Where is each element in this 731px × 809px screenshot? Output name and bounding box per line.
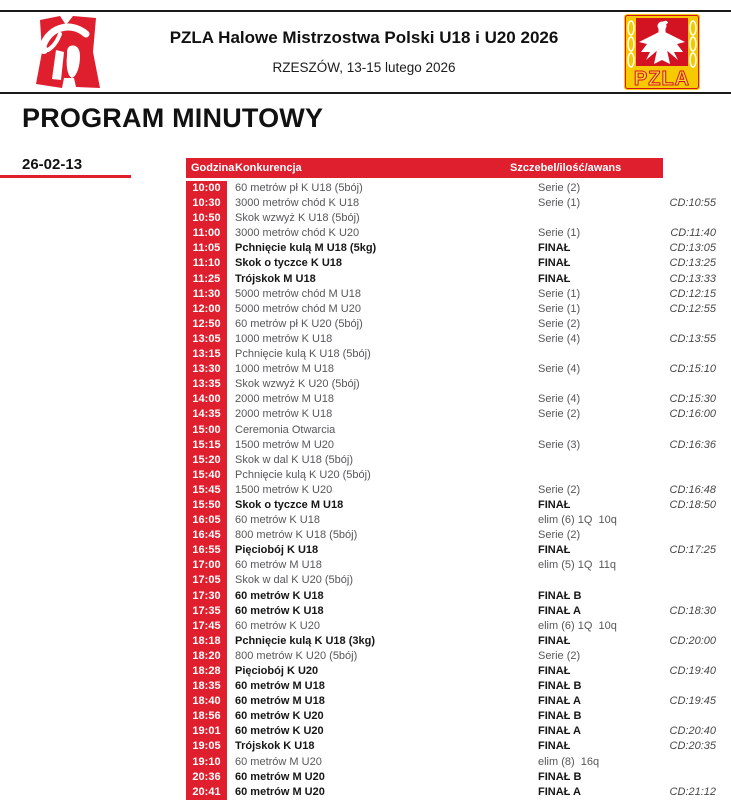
event-cell: 60 metrów K U20 — [235, 710, 324, 723]
table-row — [186, 483, 716, 498]
event-cell: Skok o tyczce M U18 — [235, 498, 344, 511]
table-row — [186, 211, 716, 226]
time-cell: 16:55 — [186, 543, 227, 558]
header-top-rule — [0, 10, 731, 12]
event-cell: Trójskok M U18 — [235, 272, 316, 285]
time-cell: 18:35 — [186, 679, 227, 694]
stage-cell: elim (5) 1Q 11q — [538, 559, 617, 572]
table-row — [186, 453, 716, 468]
table-row — [186, 709, 716, 724]
table-row — [186, 377, 716, 392]
event-cell: 800 metrów K U20 (5bój) — [235, 649, 358, 662]
time-cell: 19:01 — [186, 724, 227, 739]
stage-cell: FINAŁ A — [538, 695, 581, 708]
stage-cell: Serie (2) — [538, 408, 581, 421]
time-cell: 18:18 — [186, 634, 227, 649]
table-row — [186, 468, 716, 483]
stage-cell: FINAŁ — [538, 544, 571, 557]
time-cell: 14:35 — [186, 407, 227, 422]
table-row — [186, 649, 716, 664]
event-cell: 60 metrów K U18 — [235, 604, 324, 617]
stage-cell: FINAŁ — [538, 665, 571, 677]
time-cell: 17:30 — [186, 589, 227, 604]
countdown-cell: CD:13:25 — [669, 257, 716, 270]
time-cell: 10:50 — [186, 211, 227, 226]
countdown-cell: CD:18:30 — [669, 604, 716, 617]
time-cell: 18:28 — [186, 664, 227, 679]
event-cell: 1500 metrów K U20 — [235, 483, 333, 496]
table-row — [186, 558, 716, 573]
table-row — [186, 679, 716, 694]
stage-cell: FINAŁ A — [538, 604, 581, 617]
event-cell: 60 metrów M U20 — [235, 755, 322, 768]
time-cell: 18:40 — [186, 694, 227, 709]
table-row — [186, 241, 716, 256]
event-cell: 60 metrów M U18 — [235, 695, 325, 708]
countdown-cell: CD:13:33 — [669, 272, 716, 285]
time-cell: 11:30 — [186, 287, 227, 302]
stage-cell: Serie (4) — [538, 332, 581, 345]
stage-cell: FINAŁ — [538, 272, 571, 285]
time-cell: 11:05 — [186, 241, 227, 256]
countdown-cell: CD:16:00 — [669, 408, 716, 421]
stage-cell: FINAŁ — [538, 242, 571, 255]
pzla-logo-text: PZLA — [633, 68, 691, 90]
countdown-cell: CD:12:15 — [669, 287, 716, 300]
event-cell: 1500 metrów M U20 — [235, 438, 335, 451]
table-row — [186, 272, 716, 287]
stage-cell: FINAŁ B — [538, 680, 582, 693]
countdown-cell: CD:18:50 — [669, 498, 716, 511]
time-cell: 16:05 — [186, 513, 227, 528]
time-cell: 11:25 — [186, 272, 227, 287]
column-header-godzina: Godzina — [191, 162, 235, 174]
time-cell: 13:05 — [186, 332, 227, 347]
countdown-cell: CD:15:30 — [669, 393, 716, 406]
event-cell: 60 metrów K U20 — [235, 725, 324, 738]
event-cell: 2000 metrów K U18 — [235, 408, 333, 421]
stage-cell: FINAŁ — [538, 498, 571, 511]
time-cell: 15:20 — [186, 453, 227, 468]
event-cell: 60 metrów K U20 — [235, 619, 320, 632]
countdown-cell: CD:13:55 — [669, 332, 716, 345]
header-bottom-rule — [0, 92, 731, 94]
event-cell: 3000 metrów chód K U18 — [235, 197, 360, 210]
event-cell: Skok wzwyż K U20 (5bój) — [235, 378, 360, 391]
event-cell: 60 metrów M U20 — [235, 785, 325, 798]
time-cell: 13:15 — [186, 347, 227, 362]
competition-location-date: RZESZÓW, 13-15 lutego 2026 — [272, 60, 456, 75]
event-cell: 60 metrów pł K U18 (5bój) — [235, 182, 363, 194]
time-cell: 17:00 — [186, 558, 227, 573]
event-cell: 60 metrów M U18 — [235, 559, 322, 572]
countdown-cell: CD:20:00 — [669, 634, 716, 647]
time-cell: 16:45 — [186, 528, 227, 543]
stage-cell: Serie (2) — [538, 317, 581, 330]
stage-cell: FINAŁ A — [538, 725, 581, 738]
table-row — [186, 589, 716, 604]
schedule-table-header — [186, 158, 663, 178]
column-header-konkurencja: Konkurencja — [235, 162, 302, 174]
table-row — [186, 438, 716, 453]
table-row — [186, 256, 716, 271]
table-row — [186, 196, 716, 211]
time-cell: 19:05 — [186, 739, 227, 754]
column-header-szczebel: Szczebel/ilość/awans — [510, 162, 622, 174]
time-cell: 20:41 — [186, 785, 227, 800]
stage-cell: Serie (2) — [538, 649, 581, 662]
table-row — [186, 423, 716, 438]
stage-cell: elim (6) 1Q 10q — [538, 514, 617, 527]
countdown-cell: CD:21:12 — [669, 785, 716, 798]
table-row — [186, 619, 716, 634]
event-cell: 1000 metrów M U18 — [235, 363, 335, 376]
table-row — [186, 332, 716, 347]
table-row — [186, 362, 716, 377]
event-cell: 5000 metrów chód M U18 — [235, 287, 361, 300]
time-cell: 19:10 — [186, 755, 227, 770]
stage-cell: elim (8) 16q — [538, 755, 600, 768]
time-cell: 18:20 — [186, 649, 227, 664]
countdown-cell: CD:16:36 — [669, 438, 716, 451]
time-cell: 14:00 — [186, 392, 227, 407]
schedule-rows — [186, 181, 716, 800]
time-cell: 17:35 — [186, 604, 227, 619]
event-cell: Skok wzwyż K U18 (5bój) — [235, 212, 360, 225]
table-row — [186, 226, 716, 241]
stage-cell: Serie (4) — [538, 363, 581, 376]
countdown-cell: CD:16:48 — [669, 483, 716, 496]
time-cell: 15:15 — [186, 438, 227, 453]
stage-cell: Serie (1) — [538, 197, 581, 210]
table-row — [186, 664, 716, 679]
time-cell: 17:45 — [186, 619, 227, 634]
time-cell: 11:00 — [186, 226, 227, 241]
event-cell: 60 metrów K U18 — [235, 514, 320, 527]
countdown-cell: CD:13:05 — [669, 242, 716, 255]
time-cell: 15:40 — [186, 468, 227, 483]
table-row — [186, 634, 716, 649]
stage-cell: FINAŁ B — [538, 710, 582, 723]
event-cell: Skok w dal K U18 (5bój) — [235, 453, 353, 466]
time-cell: 18:56 — [186, 709, 227, 724]
table-row — [186, 724, 716, 739]
time-cell: 15:00 — [186, 423, 227, 438]
event-cell: Trójskok K U18 — [235, 740, 315, 753]
stage-cell: FINAŁ B — [538, 589, 582, 602]
stage-cell: FINAŁ A — [538, 785, 581, 798]
stage-cell: Serie (1) — [538, 227, 581, 240]
time-cell: 12:50 — [186, 317, 227, 332]
pzla-eagle-logo-icon — [624, 14, 700, 90]
event-cell: Pięciobój K U18 — [235, 544, 319, 557]
countdown-cell: CD:11:40 — [670, 227, 716, 240]
time-cell: 15:50 — [186, 498, 227, 513]
stage-cell: FINAŁ — [538, 634, 571, 647]
stage-cell: FINAŁ — [538, 740, 571, 753]
table-row — [186, 573, 716, 588]
table-row — [186, 543, 716, 558]
time-cell: 15:45 — [186, 483, 227, 498]
time-cell: 20:36 — [186, 770, 227, 785]
event-cell: Pięciobój K U20 — [235, 665, 319, 677]
table-row — [186, 770, 716, 785]
table-row — [186, 317, 716, 332]
event-cell: 60 metrów K U18 — [235, 589, 324, 602]
table-row — [186, 347, 716, 362]
table-row — [186, 513, 716, 528]
event-cell: 3000 metrów chód K U20 — [235, 227, 360, 240]
table-row — [186, 498, 716, 513]
stage-cell: Serie (2) — [538, 182, 581, 194]
table-row — [186, 392, 716, 407]
event-cell: 5000 metrów chód M U20 — [235, 302, 361, 315]
event-cell: Pchnięcie kulą M U18 (5kg) — [235, 242, 377, 255]
day-date-label: 26-02-13 — [22, 156, 83, 173]
competition-title: PZLA Halowe Mistrzostwa Polski U18 i U20 2026 — [169, 28, 559, 47]
table-row — [186, 604, 716, 619]
stage-cell: Serie (2) — [538, 529, 581, 542]
table-row — [186, 755, 716, 770]
time-cell: 12:00 — [186, 302, 227, 317]
table-row — [186, 407, 716, 422]
time-cell: 17:05 — [186, 573, 227, 588]
stage-cell: elim (6) 1Q 10q — [538, 619, 617, 632]
countdown-cell: CD:10:55 — [669, 197, 716, 210]
stage-cell: Serie (1) — [538, 302, 581, 315]
stage-cell: Serie (3) — [538, 438, 581, 451]
stage-cell: Serie (2) — [538, 483, 581, 496]
stage-cell: FINAŁ B — [538, 770, 582, 783]
event-cell: Pchnięcie kulą K U20 (5bój) — [235, 468, 371, 481]
time-cell: 10:30 — [186, 196, 227, 211]
countdown-cell: CD:15:10 — [669, 363, 716, 376]
time-cell: 11:10 — [186, 256, 227, 271]
event-cell: 60 metrów pł K U20 (5bój) — [235, 317, 363, 330]
event-cell: 2000 metrów M U18 — [235, 393, 335, 406]
table-row — [186, 181, 716, 196]
event-cell: Pchnięcie kulą K U18 (3kg) — [235, 634, 375, 647]
table-row — [186, 528, 716, 543]
event-cell: Pchnięcie kulą K U18 (5bój) — [235, 348, 371, 361]
event-cell: Ceremonia Otwarcia — [235, 423, 336, 436]
time-cell: 10:00 — [186, 181, 227, 196]
table-row — [186, 287, 716, 302]
day-date-underline — [0, 175, 131, 178]
time-cell: 13:35 — [186, 377, 227, 392]
page-title: PROGRAM MINUTOWY — [22, 103, 324, 133]
event-cell: 60 metrów M U18 — [235, 680, 325, 693]
time-cell: 13:30 — [186, 362, 227, 377]
table-row — [186, 302, 716, 317]
event-cell: 60 metrów M U20 — [235, 770, 325, 783]
event-cell: 800 metrów K U18 (5bój) — [235, 529, 358, 542]
table-row — [186, 785, 716, 800]
stage-cell: Serie (1) — [538, 287, 581, 300]
countdown-cell: CD:19:45 — [669, 695, 716, 708]
table-row — [186, 694, 716, 709]
countdown-cell: CD:20:40 — [669, 725, 716, 738]
high-jumper-logo-icon — [30, 14, 104, 90]
countdown-cell: CD:17:25 — [669, 544, 716, 557]
countdown-cell: CD:12:55 — [669, 302, 716, 315]
stage-cell: FINAŁ — [538, 257, 571, 270]
countdown-cell: CD:19:40 — [669, 665, 716, 677]
event-cell: 1000 metrów K U18 — [235, 332, 333, 345]
event-cell: Skok w dal K U20 (5bój) — [235, 574, 353, 587]
stage-cell: Serie (4) — [538, 393, 581, 406]
table-row — [186, 739, 716, 754]
countdown-cell: CD:20:35 — [669, 740, 716, 753]
event-cell: Skok o tyczce K U18 — [235, 257, 342, 270]
